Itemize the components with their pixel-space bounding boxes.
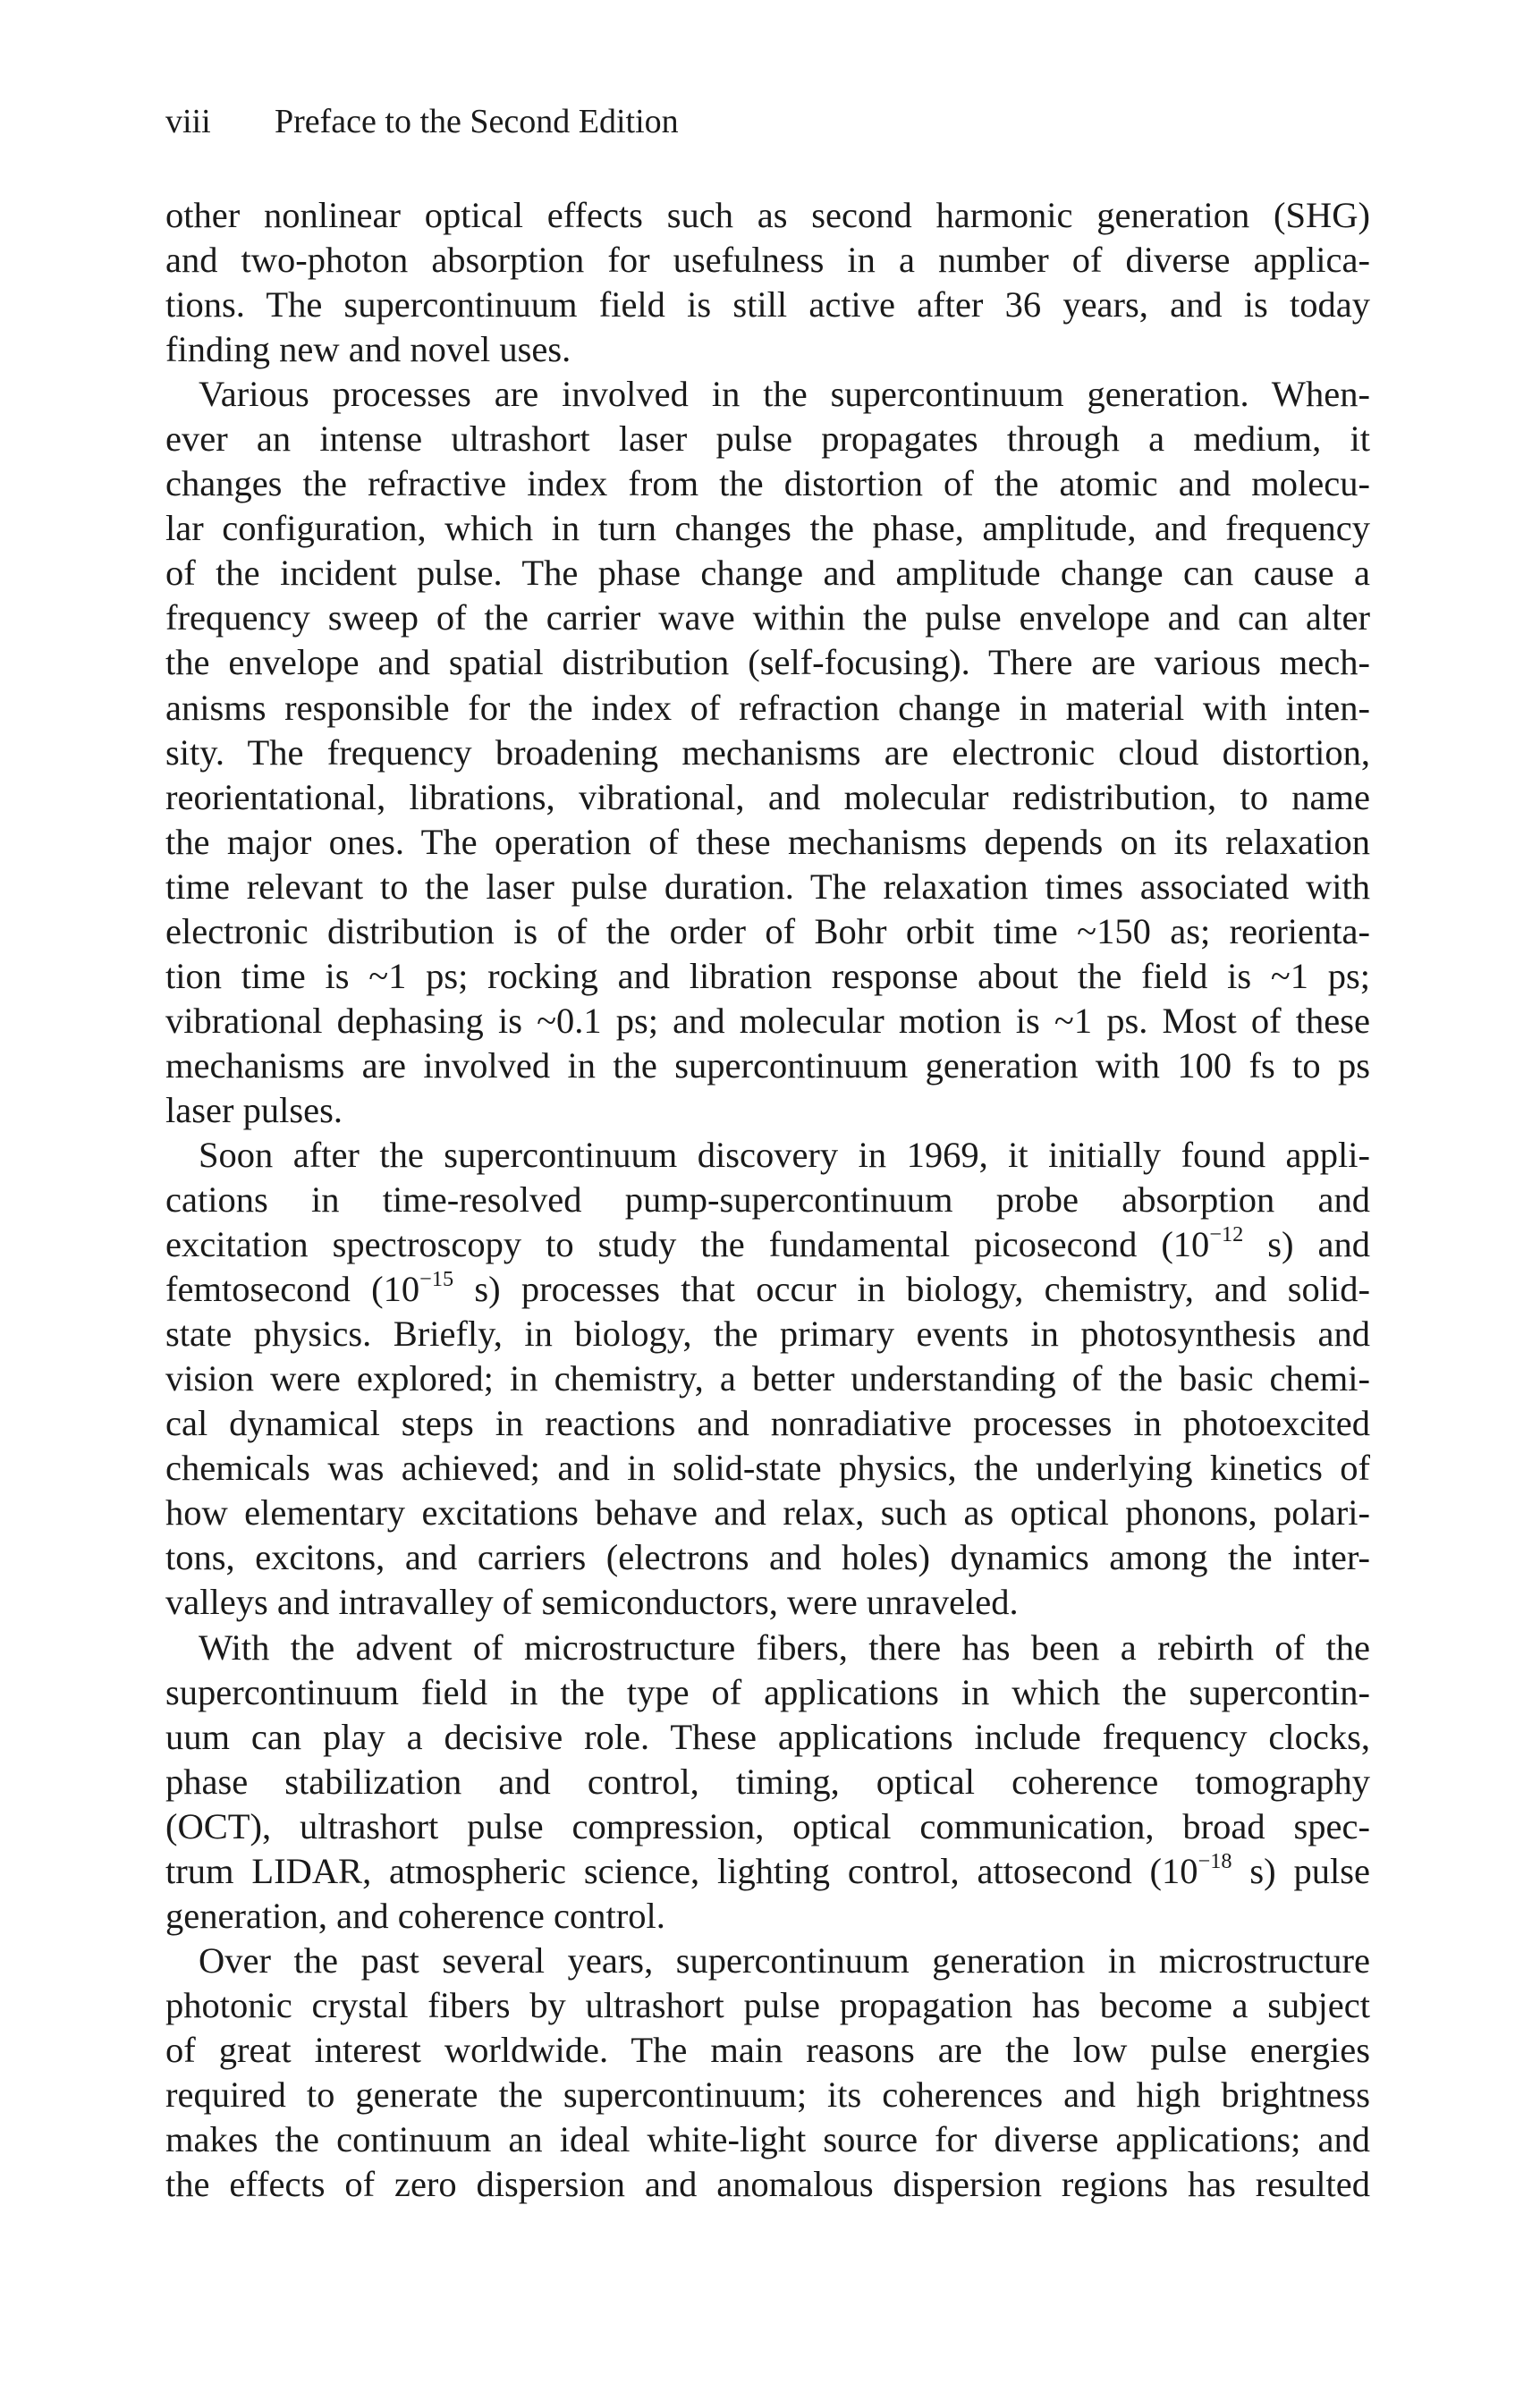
text-line: of the incident pulse. The phase change and amplitude change can cause a: [165, 553, 1370, 594]
text-line: other nonlinear optical effects such as second harmonic generation (SHG): [165, 195, 1370, 235]
text-line: and two-photon absorption for usefulness in a number of diverse applica-: [165, 240, 1370, 281]
body-text: [165, 193, 1370, 2207]
text-line: Various processes are involved in the supercontinuum generation. When-: [199, 374, 1370, 415]
text-line: frequency sweep of the carrier wave within the pulse envelope and can alter: [165, 597, 1370, 638]
exponent: −15: [419, 1267, 454, 1292]
text-line: of great interest worldwide. The main reasons are the low pulse energies: [165, 2029, 1370, 2070]
text-line: mechanisms are involved in the supercontinuum generation with 100 fs to ps: [165, 1044, 1370, 1086]
text-line: vibrational dephasing is ~0.1 ps; and molecular motion is ~1 ps. Most of these: [165, 1000, 1370, 1041]
text-line: makes the continuum an ideal white-light source for diverse applications; and: [165, 2119, 1370, 2160]
text-line: phase stabilization and control, timing, optical coherence tomography: [165, 1761, 1370, 1802]
text-line: supercontinuum field in the type of applications in which the supercontin-: [165, 1671, 1370, 1712]
text-line: tions. The supercontinuum field is still active after 36 years, and is today: [165, 284, 1370, 325]
paragraph: [165, 372, 1370, 1133]
text-line: changes the refractive index from the distortion of the atomic and molecu-: [165, 463, 1370, 504]
text-line: trum LIDAR, atmospheric science, lighting control, attosecond ($10^{-18}$ s) pulse: [165, 1848, 1370, 1891]
text-line: generation, and coherence control.: [165, 1895, 665, 1936]
text-line: time relevant to the laser pulse duration. The relaxation times associated with: [165, 866, 1370, 907]
text-line: finding new and novel uses.: [165, 329, 571, 370]
text-line: uum can play a decisive role. These applications include frequency clocks,: [165, 1716, 1370, 1757]
text-line: chemicals was achieved; and in solid-state physics, the underlying kinetics of: [165, 1448, 1370, 1489]
text-line: the envelope and spatial distribution (self-focusing). There are various mech-: [165, 642, 1370, 683]
text-line: Soon after the supercontinuum discovery in 1969, it initially found appli-: [199, 1134, 1370, 1175]
text-line: femtosecond ($10^{-15}$ s) processes that occur in biology, chemistry, and solid-: [165, 1267, 1371, 1310]
text-line: vision were explored; in chemistry, a better understanding of the basic chemi-: [165, 1358, 1370, 1399]
text-line: valleys and intravalley of semiconductors, were unraveled.: [165, 1582, 1019, 1623]
paragraph: [165, 193, 1370, 372]
text-line: reorientational, librations, vibrational, and molecular redistribution, to name: [165, 776, 1370, 817]
text-line: electronic distribution is of the order of Bohr orbit time ~150 as; reorienta-: [165, 910, 1370, 951]
text-line: cal dynamical steps in reactions and nonradiative processes in photoexcited: [165, 1403, 1370, 1444]
exponent: −18: [1198, 1848, 1232, 1873]
text-line: how elementary excitations behave and relax, such as optical phonons, polari-: [165, 1492, 1370, 1534]
text-line: cations in time-resolved pump-supercontinuum probe absorption and: [165, 1179, 1370, 1221]
paragraph: [165, 1133, 1370, 1626]
text-line: anisms responsible for the index of refraction change in material with inten-: [165, 687, 1370, 728]
text-line: tons, excitons, and carriers (electrons and holes) dynamics among the inter-: [165, 1537, 1370, 1578]
text-line: excitation spectroscopy to study the fundamental picosecond ($10^{-12}$ s) and: [165, 1222, 1370, 1265]
text-line: photonic crystal fibers by ultrashort pulse propagation has become a subject: [165, 1984, 1370, 2025]
text-line: ever an intense ultrashort laser pulse propagates through a medium, it: [165, 418, 1370, 460]
text-line: laser pulses.: [165, 1089, 343, 1130]
running-head-title: Preface to the Second Edition: [275, 103, 679, 140]
text-line: sity. The frequency broadening mechanisms are electronic cloud distortion,: [165, 731, 1370, 773]
text-line: the major ones. The operation of these mechanisms depends on its relaxation: [165, 821, 1370, 862]
text-line: required to generate the supercontinuum; its coherences and high brightness: [165, 2074, 1370, 2115]
exponent: −12: [1209, 1222, 1244, 1247]
text-line: tion time is ~1 ps; rocking and libration response about the field is ~1 ps;: [165, 955, 1370, 996]
text-line: the effects of zero dispersion and anomalous dispersion regions has resulted: [165, 2164, 1370, 2205]
text-line: (OCT), ultrashort pulse compression, optical communication, broad spec-: [165, 1805, 1370, 1846]
paragraph: [165, 1626, 1370, 1939]
text-line: With the advent of microstructure fibers, there has been a rebirth of the: [199, 1626, 1370, 1668]
text-line: lar configuration, which in turn changes the phase, amplitude, and frequency: [165, 508, 1370, 549]
page-number: viii: [165, 103, 211, 140]
running-head: [165, 100, 679, 143]
text-line: state physics. Briefly, in biology, the primary events in photosynthesis and: [165, 1314, 1370, 1355]
text-line: Over the past several years, supercontinuum generation in microstructure: [199, 1939, 1370, 1981]
paragraph: [165, 1939, 1370, 2207]
